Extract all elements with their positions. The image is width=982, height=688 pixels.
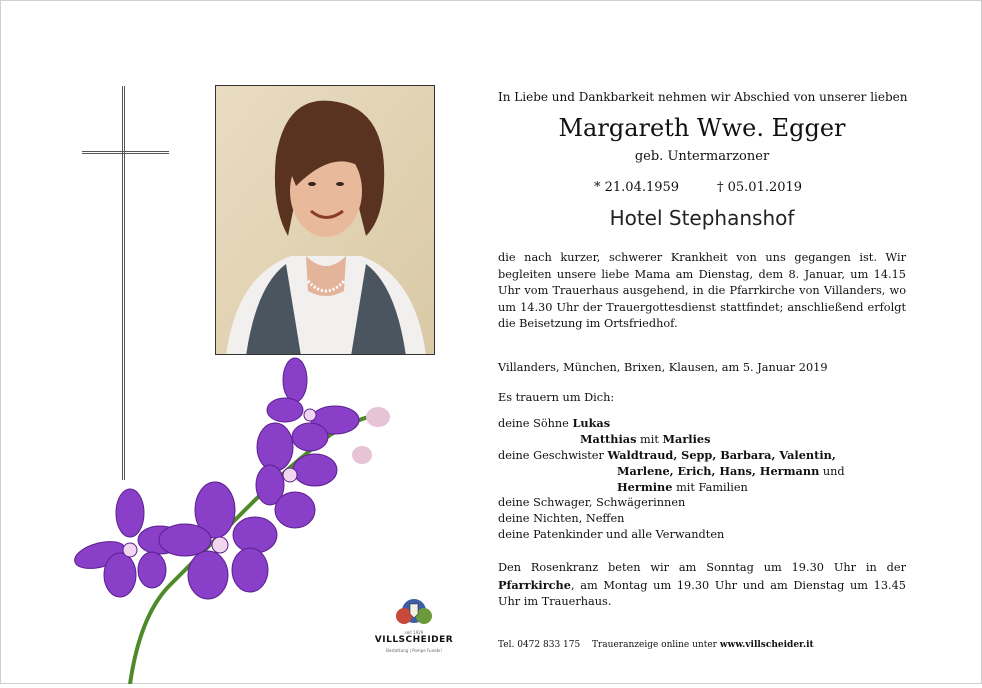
- portrait-photo: [215, 85, 435, 355]
- website-link[interactable]: www.villscheider.it: [719, 640, 814, 650]
- logo-subtitle: Bestattung | Pompe Funebri: [386, 648, 442, 653]
- death-date: † 05.01.2019: [717, 180, 803, 195]
- logo-brand: VILLSCHEIDER: [374, 635, 454, 645]
- deceased-name: Margareth Wwe. Egger: [558, 114, 846, 142]
- birth-name: geb. Untermarzoner: [634, 149, 770, 164]
- birth-date: * 21.04.1959: [594, 180, 680, 195]
- siblings-line-2: Marlene, Erich, Hans, Hermann und: [617, 464, 845, 478]
- crest-icon: [394, 596, 434, 626]
- intro-text: In Liebe und Dankbarkeit nehmen wir Abschied von unserer lieben: [498, 90, 908, 104]
- cross-icon-bar: [82, 151, 169, 154]
- villscheider-logo: [368, 596, 460, 658]
- siblings-line-3: Hermine mit Familien: [617, 480, 748, 494]
- siblings-line-1: deine Geschwister Waldtraud, Sepp, Barbara, Valentin,: [498, 448, 836, 462]
- footer-online: Traueranzeige online unter www.villscheider.it: [592, 640, 814, 650]
- sons-line-2: Matthias mit Marlies: [580, 432, 711, 446]
- hotel-name: Hotel Stephanshof: [609, 206, 795, 230]
- orchid-illustration: [60, 355, 400, 684]
- sons-line-1: deine Söhne Lukas: [498, 416, 611, 430]
- place-date: Villanders, München, Brixen, Klausen, am 5. Januar 2019: [498, 361, 828, 374]
- nieces-line: deine Nichten, Neffen: [498, 512, 625, 525]
- mourners-intro: Es trauern um Dich:: [498, 391, 615, 404]
- logo-since: seit 1929: [404, 630, 424, 635]
- inlaws-line: deine Schwager, Schwägerinnen: [498, 496, 686, 509]
- rosary-text: Den Rosenkranz beten wir am Sonntag um 19.30 Uhr in der Pfarrkirche, am Montag um 19.30 Uhr und am Dienstag um 13.45 Uhr im Trauerhaus.: [498, 561, 906, 608]
- godchildren-line: deine Patenkinder und alle Verwandten: [498, 528, 725, 541]
- footer-phone: Tel. 0472 833 175: [498, 640, 581, 650]
- funeral-details: die nach kurzer, schwerer Krankheit von uns gegangen ist. Wir begleiten unsere liebe Mama am Dienstag, dem 8. Januar, um 14.15 Uhr vom Trauerhaus ausgehend, in die Pfarrkirche von Villanders, wo um 14.30 Uhr der Trauergottesdienst stattfindet; anschließend erfolgt die Beisetzung im Ortsfriedhof.: [498, 251, 906, 330]
